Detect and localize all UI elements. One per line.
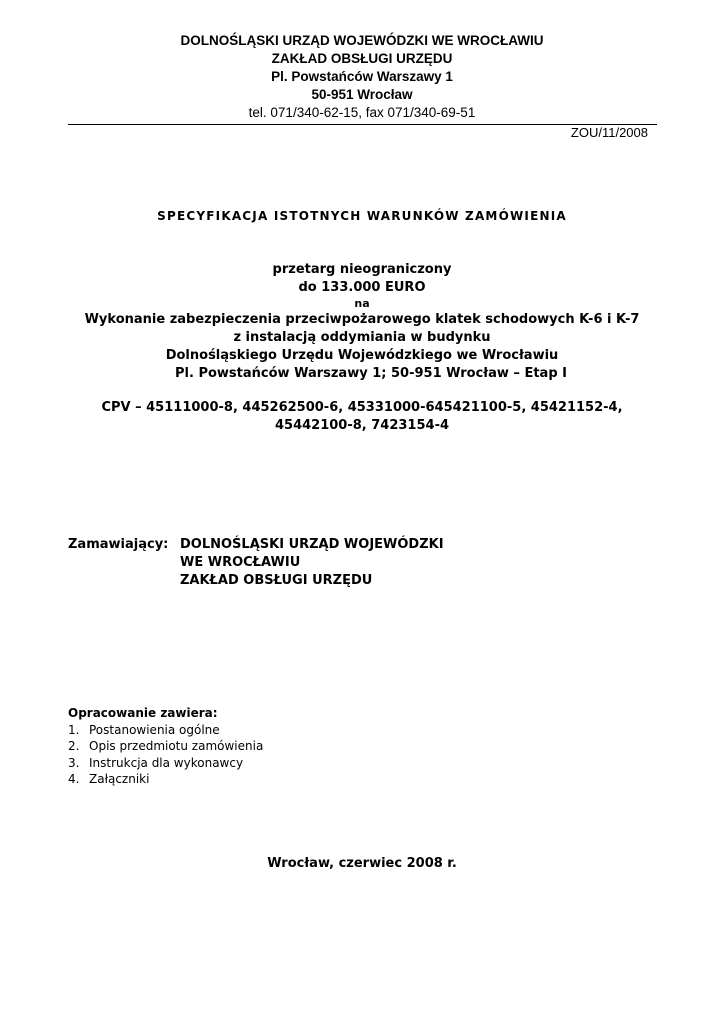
list-item-text: Postanowienia ogólne [89,722,220,737]
contracting-line: DOLNOŚLĄSKI URZĄD WOJEWÓDZKI [180,537,444,552]
document-title: SPECYFIKACJA ISTOTNYCH WARUNKÓW ZAMÓWIENIA [157,209,567,223]
header-divider [68,124,657,125]
tender-threshold: do 133.000 EURO [298,280,426,295]
subject-line: z instalacją oddymiania w budynku [233,330,491,345]
list-item-text: Opis przedmiotu zamówienia [89,739,264,753]
list-item [68,722,263,739]
list-item-number: 2. [68,739,80,753]
list-item-number: 4. [68,772,80,786]
header-street: Pl. Powstańców Warszawy 1 [271,69,453,84]
cpv-codes [40,399,684,435]
header-phone-fax: tel. 071/340-62-15, fax 071/340-69-51 [248,105,476,120]
contents-title: Opracowanie zawiera: [68,706,218,720]
list-item [68,771,263,788]
list-item [68,755,263,772]
subject-line: Dolnośląskiego Urzędu Wojewódzkiego we Wrocławiu [165,348,559,363]
tender-description [40,261,684,383]
contracting-label: Zamawiający: [68,537,169,552]
cpv-line: 45442100-8, 7423154-4 [274,418,450,433]
list-item [68,738,263,755]
contracting-name [180,536,444,590]
header-department: ZAKŁAD OBSŁUGI URZĘDU [271,51,453,66]
subject-line: Wykonanie zabezpieczenia przeciwpożarowego klatek schodowych K-6 i K-7 [84,312,640,327]
office-header [60,32,664,122]
list-item-number: 3. [68,755,80,770]
cpv-line: CPV – 45111000-8, 445262500-6, 45331000-645421100-5, 45421152-4, [101,400,623,415]
contracting-line: ZAKŁAD OBSŁUGI URZĘDU [180,573,373,588]
tender-mode: przetarg nieograniczony [272,262,452,277]
subject-line: Pl. Powstańców Warszawy 1; 50-951 Wrocław – Etap I [175,366,567,381]
tender-connector: na [354,297,370,310]
reference-number: ZOU/11/2008 [570,125,648,140]
contents-list [68,722,263,788]
list-item-text: Załączniki [89,772,150,786]
header-postcode-city: 50-951 Wrocław [311,87,413,102]
header-office-name: DOLNOŚLĄSKI URZĄD WOJEWÓDZKI WE WROCŁAWIU [180,33,544,48]
contracting-line: WE WROCŁAWIU [180,555,301,570]
place-date: Wrocław, czerwiec 2008 r. [267,856,457,871]
list-item-text: Instrukcja dla wykonawcy [89,755,244,770]
list-item-number: 1. [68,722,80,737]
contents-section [68,705,263,788]
